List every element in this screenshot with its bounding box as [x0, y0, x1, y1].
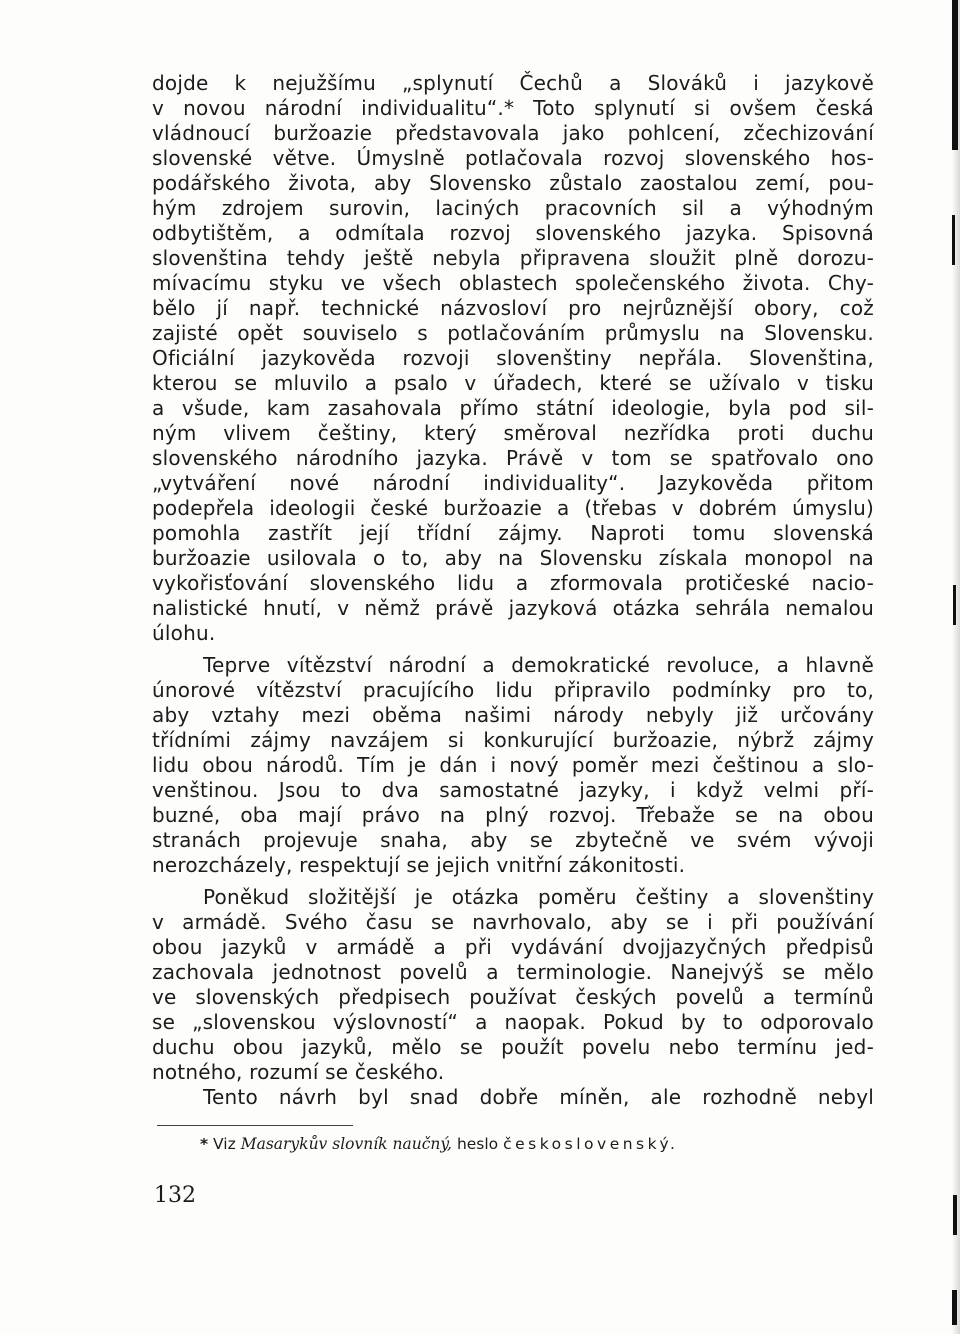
footnote-middle: heslo [456, 1135, 499, 1153]
text-line: slovenské větve. Úmyslně potlačovala rozvoj slovenského hos- [152, 146, 874, 170]
text-line: podářského života, aby Slovensko zůstalo zaostalou zemí, pou- [152, 171, 874, 195]
scan-artifact [953, 585, 956, 625]
text-line: „vytváření nové národní individuality“. Jazykověda přitom [152, 471, 874, 495]
text-line: duchu obou jazyků, mělo se použít povelu nebo termínu jed- [152, 1035, 874, 1059]
text-line: vládnoucí buržoazie představovala jako pohlcení, zčechizování [152, 121, 874, 145]
footnote [200, 1133, 678, 1155]
text-line: obou jazyků v armádě a při vydávání dvojjazyčných předpisů [152, 935, 874, 959]
text-line: ve slovenských předpisech používat českých povelů a termínů [152, 985, 874, 1009]
footnote-divider [157, 1125, 353, 1126]
text-line: notného, rozumí se českého. [152, 1060, 445, 1084]
paragraph-first-line: Tento návrh byl snad dobře míněn, ale rozhodně nebyl [203, 1085, 874, 1109]
text-line: aby vztahy mezi oběma našimi národy nebyly již určovány [152, 703, 874, 727]
text-line: slovenština tehdy ještě nebyla připravena sloužit plně dorozu- [152, 246, 874, 270]
text-line: zachovala jednotnost povelů a terminologie. Nanejvýš se mělo [152, 960, 874, 984]
paragraph-first-line: Poněkud složitější je otázka poměru češtiny a slovenštiny [203, 885, 874, 909]
scan-artifact [953, 1195, 957, 1235]
text-line: nerozcházely, respektují se jejich vnitřní zákonitosti. [152, 853, 686, 877]
text-line: bělo jí např. technické názvosloví pro nejrůznější obory, což [152, 296, 874, 320]
text-line: v armádě. Svého času se navrhovalo, aby se i při používání [152, 910, 874, 934]
footnote-title: Masarykův slovník naučný, [240, 1135, 452, 1153]
text-line: vykořisťování slovenského lidu a zformovala protičeské nacio- [152, 571, 874, 595]
footnote-prefix: Viz [213, 1135, 236, 1153]
footnote-mark: * [200, 1135, 209, 1153]
text-line: únorové vítězství pracujícího lidu připravilo podmínky pro to, [152, 678, 874, 702]
text-line: stranách projevuje snaha, aby se zbytečně ve svém vývoji [152, 828, 874, 852]
page-number: 132 [154, 1183, 196, 1208]
text-line: dojde k nejužšímu „splynutí Čechů a Slováků i jazykově [152, 71, 874, 95]
text-line: mívacímu styku ve všech oblastech společenského života. Chy- [152, 271, 874, 295]
footnote-entry: československý. [503, 1135, 679, 1153]
text-line: slovenského národního jazyka. Právě v tom se spatřovalo ono [152, 446, 874, 470]
text-line: buržoazie usilovala o to, aby na Slovensku získala monopol na [152, 546, 874, 570]
scan-artifact [952, 215, 955, 265]
text-line: nalistické hnutí, v němž právě jazyková otázka sehrála nemalou [152, 596, 874, 620]
text-line: a všude, kam zasahovala přímo státní ideologie, byla pod sil- [152, 396, 874, 420]
text-line: třídními zájmy navzájem si konkurující buržoazie, nýbrž zájmy [152, 728, 874, 752]
scan-artifact [952, 0, 958, 150]
text-line: lidu obou národů. Tím je dán i nový poměr mezi češtinou a slo- [152, 753, 874, 777]
text-line: hým zdrojem surovin, laciných pracovních sil a výhodným [152, 196, 874, 220]
text-line: pomohla zastřít její třídní zájmy. Naproti tomu slovenská [152, 521, 874, 545]
text-line: zajisté opět souviselo s potlačováním průmyslu na Slovensku. [152, 321, 874, 345]
paragraph-first-line: Teprve vítězství národní a demokratické revoluce, a hlavně [203, 653, 874, 677]
text-line: odbytištěm, a odmítala rozvoj slovenského jazyka. Spisovná [152, 221, 874, 245]
text-line: podepřela ideologii české buržoazie a (třebas v dobrém úmyslu) [152, 496, 874, 520]
text-line: kterou se mluvilo a psalo v úřadech, které se užívalo v tisku [152, 371, 874, 395]
text-line: buzné, oba mají právo na plný rozvoj. Třebaže se na obou [152, 803, 874, 827]
text-line: ným vlivem češtiny, který směroval nezřídka proti duchu [152, 421, 874, 445]
scan-edge-shadow [952, 0, 960, 1334]
text-line: venštinou. Jsou to dva samostatné jazyky, i když velmi pří- [152, 778, 874, 802]
text-line: úlohu. [152, 621, 216, 645]
text-line: se „slovenskou výslovností“ a naopak. Pokud by to odporovalo [152, 1010, 874, 1034]
scan-artifact [952, 1290, 957, 1325]
text-line: v novou národní individualitu“.* Toto splynutí si ovšem česká [152, 96, 874, 120]
text-line: Oficiální jazykověda rozvoji slovenštiny nepřála. Slovenština, [152, 346, 874, 370]
